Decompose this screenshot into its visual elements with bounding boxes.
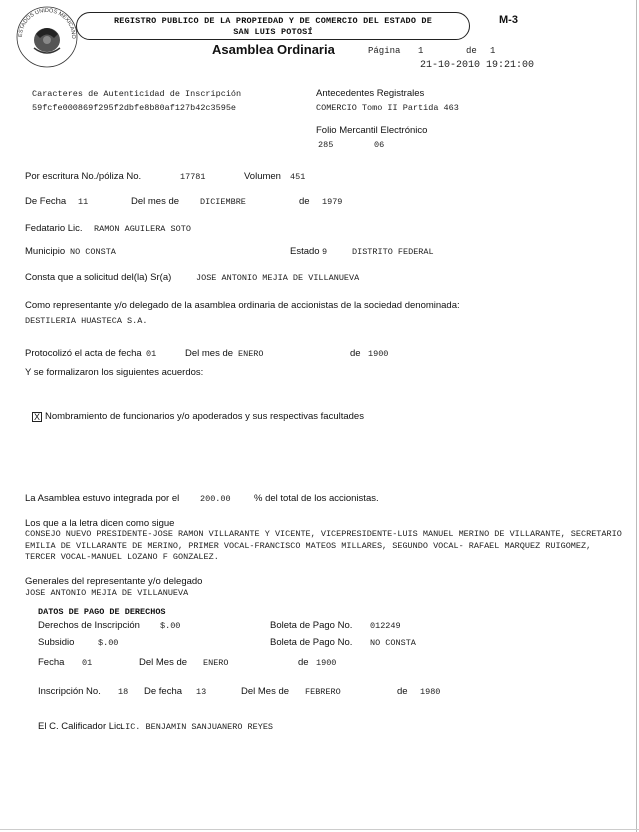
estado-label: Estado <box>290 246 320 257</box>
scan-bottom-line <box>0 829 639 830</box>
fedatario-value: RAMON AGUILERA SOTO <box>94 224 191 234</box>
mexican-coat-of-arms-seal <box>14 4 80 70</box>
folio-value-a: 285 <box>318 140 334 150</box>
calificador-label: El C. Calificador Lic. <box>38 721 124 732</box>
header-title-box <box>76 12 470 40</box>
pago-year-label: de <box>298 657 309 668</box>
boleta1-label: Boleta de Pago No. <box>270 620 353 631</box>
scan-edge-line <box>636 0 637 832</box>
protocolizo-month-label: Del mes de <box>185 348 234 359</box>
inscripcion-day: 13 <box>196 687 207 697</box>
estado-name: DISTRITO FEDERAL <box>352 247 434 257</box>
boleta2-value: NO CONSTA <box>370 638 416 648</box>
pago-title: DATOS DE PAGO DE DERECHOS <box>38 607 166 617</box>
volumen-label: Volumen <box>244 171 281 182</box>
protocolizo-year: 1900 <box>368 349 389 359</box>
page-total: 1 <box>490 46 496 56</box>
pago-month-label: Del Mes de <box>139 657 188 668</box>
folio-label: Folio Mercantil Electrónico <box>316 125 428 136</box>
protocolizo-year-label: de <box>350 348 361 359</box>
fecha-year: 1979 <box>322 197 343 207</box>
folio-value-b: 06 <box>374 140 385 150</box>
letra-label: Los que a la letra dicen como sigue <box>25 518 175 529</box>
fecha-month: DICIEMBRE <box>200 197 246 207</box>
registry-title-line1: REGISTRO PUBLICO DE LA PROPIEDAD Y DE COMERCIO DEL ESTADO DE <box>113 16 433 26</box>
inscripcion-year-label: de <box>397 686 408 697</box>
authenticity-label: Caracteres de Autenticidad de Inscripción <box>32 89 242 99</box>
generales-value: JOSE ANTONIO MEJIA DE VILLANUEVA <box>25 588 189 598</box>
consta-label: Consta que a solicitud del(la) Sr(a) <box>25 272 172 283</box>
registry-title-line2: SAN LUIS POTOSÍ <box>233 27 313 37</box>
inscripcion-fecha-label: De fecha <box>144 686 183 697</box>
acuerdos-label: Y se formalizaron los siguientes acuerdos: <box>25 367 204 378</box>
print-datetime: 21-10-2010 19:21:00 <box>420 60 535 71</box>
asamblea-suffix: % del total de los accionistas. <box>254 493 379 504</box>
subsidio-label: Subsidio <box>38 637 75 648</box>
inscripcion-label: Inscripción No. <box>38 686 101 697</box>
calificador-value: LIC. BENJAMIN SANJUANERO REYES <box>120 722 274 732</box>
protocolizo-label: Protocolizó el acta de fecha <box>25 348 142 359</box>
pago-month: ENERO <box>203 658 229 668</box>
boleta1-value: 012249 <box>370 621 401 631</box>
municipio-label: Municipio <box>25 246 66 257</box>
fecha-label: De Fecha <box>25 196 67 207</box>
fecha-day: 11 <box>78 197 89 207</box>
pago-fecha-day: 01 <box>82 658 93 668</box>
nombramiento-label: Nombramiento de funcionarios y/o apoderados y sus respectivas facultades <box>45 411 364 422</box>
asamblea-percent: 200.00 <box>200 494 231 504</box>
inscripcion-month: FEBRERO <box>305 687 341 697</box>
asamblea-label: La Asamblea estuvo integrada por el <box>25 493 180 504</box>
inscripcion-month-label: Del Mes de <box>241 686 290 697</box>
fecha-month-label: Del mes de <box>131 196 180 207</box>
protocolizo-month: ENERO <box>238 349 264 359</box>
antecedentes-value: COMERCIO Tomo II Partida 463 <box>316 103 459 113</box>
fedatario-label: Fedatario Lic. <box>25 223 83 234</box>
derechos-label: Derechos de Inscripción <box>38 620 140 631</box>
protocolizo-day: 01 <box>146 349 157 359</box>
pago-year: 1900 <box>316 658 337 668</box>
fecha-year-label: de <box>299 196 310 207</box>
municipio-value: NO CONSTA <box>70 247 116 257</box>
page-label: Página <box>368 46 401 56</box>
derechos-value: $.00 <box>160 621 181 631</box>
page-of-label: de <box>466 46 477 56</box>
authenticity-hash: 59fcfe000869f295f2dbfe8b80af127b42c3595e <box>32 103 237 113</box>
svg-text:ESTADOS UNIDOS MEXICANOS: ESTADOS UNIDOS MEXICANO <box>17 7 77 39</box>
antecedentes-label: Antecedentes Registrales <box>316 88 425 99</box>
inscripcion-year: 1980 <box>420 687 441 697</box>
inscripcion-value: 18 <box>118 687 129 697</box>
pago-fecha-label: Fecha <box>38 657 65 668</box>
volumen-value: 451 <box>290 172 306 182</box>
document-title: Asamblea Ordinaria <box>212 42 335 57</box>
escritura-value: 17781 <box>180 172 206 182</box>
nombramiento-checkbox[interactable]: X <box>33 412 40 422</box>
boleta2-label: Boleta de Pago No. <box>270 637 353 648</box>
representante-label: Como representante y/o delegado de la asamblea ordinaria de accionistas de la sociedad denominada: <box>25 300 460 311</box>
subsidio-value: $.00 <box>98 638 119 648</box>
consejo-text: CONSEJO NUEVO PRESIDENTE-JOSE RAMON VILLARANTE Y VICENTE, VICEPRESIDENTE-LUIS MANUEL MERINO DE VILLARANTE, SECRETARIO EMILIA DE VILLARANTE DE MERINO, PRIMER VOCAL-FRANCISCO MATEOS MILLARES, SEGUNDO VOCAL- RAFAEL MARQUEZ RUIGOMEZ, TERCER VOCAL-MANUEL LOZANO F GONZALEZ. <box>25 529 622 562</box>
escritura-label: Por escritura No./póliza No. <box>25 171 142 182</box>
consta-value: JOSE ANTONIO MEJIA DE VILLANUEVA <box>196 273 360 283</box>
estado-number: 9 <box>322 247 328 257</box>
form-code: M-3 <box>499 14 518 26</box>
company-name: DESTILERIA HUASTECA S.A. <box>25 316 148 326</box>
generales-label: Generales del representante y/o delegado <box>25 576 203 587</box>
page-number: 1 <box>418 46 424 56</box>
